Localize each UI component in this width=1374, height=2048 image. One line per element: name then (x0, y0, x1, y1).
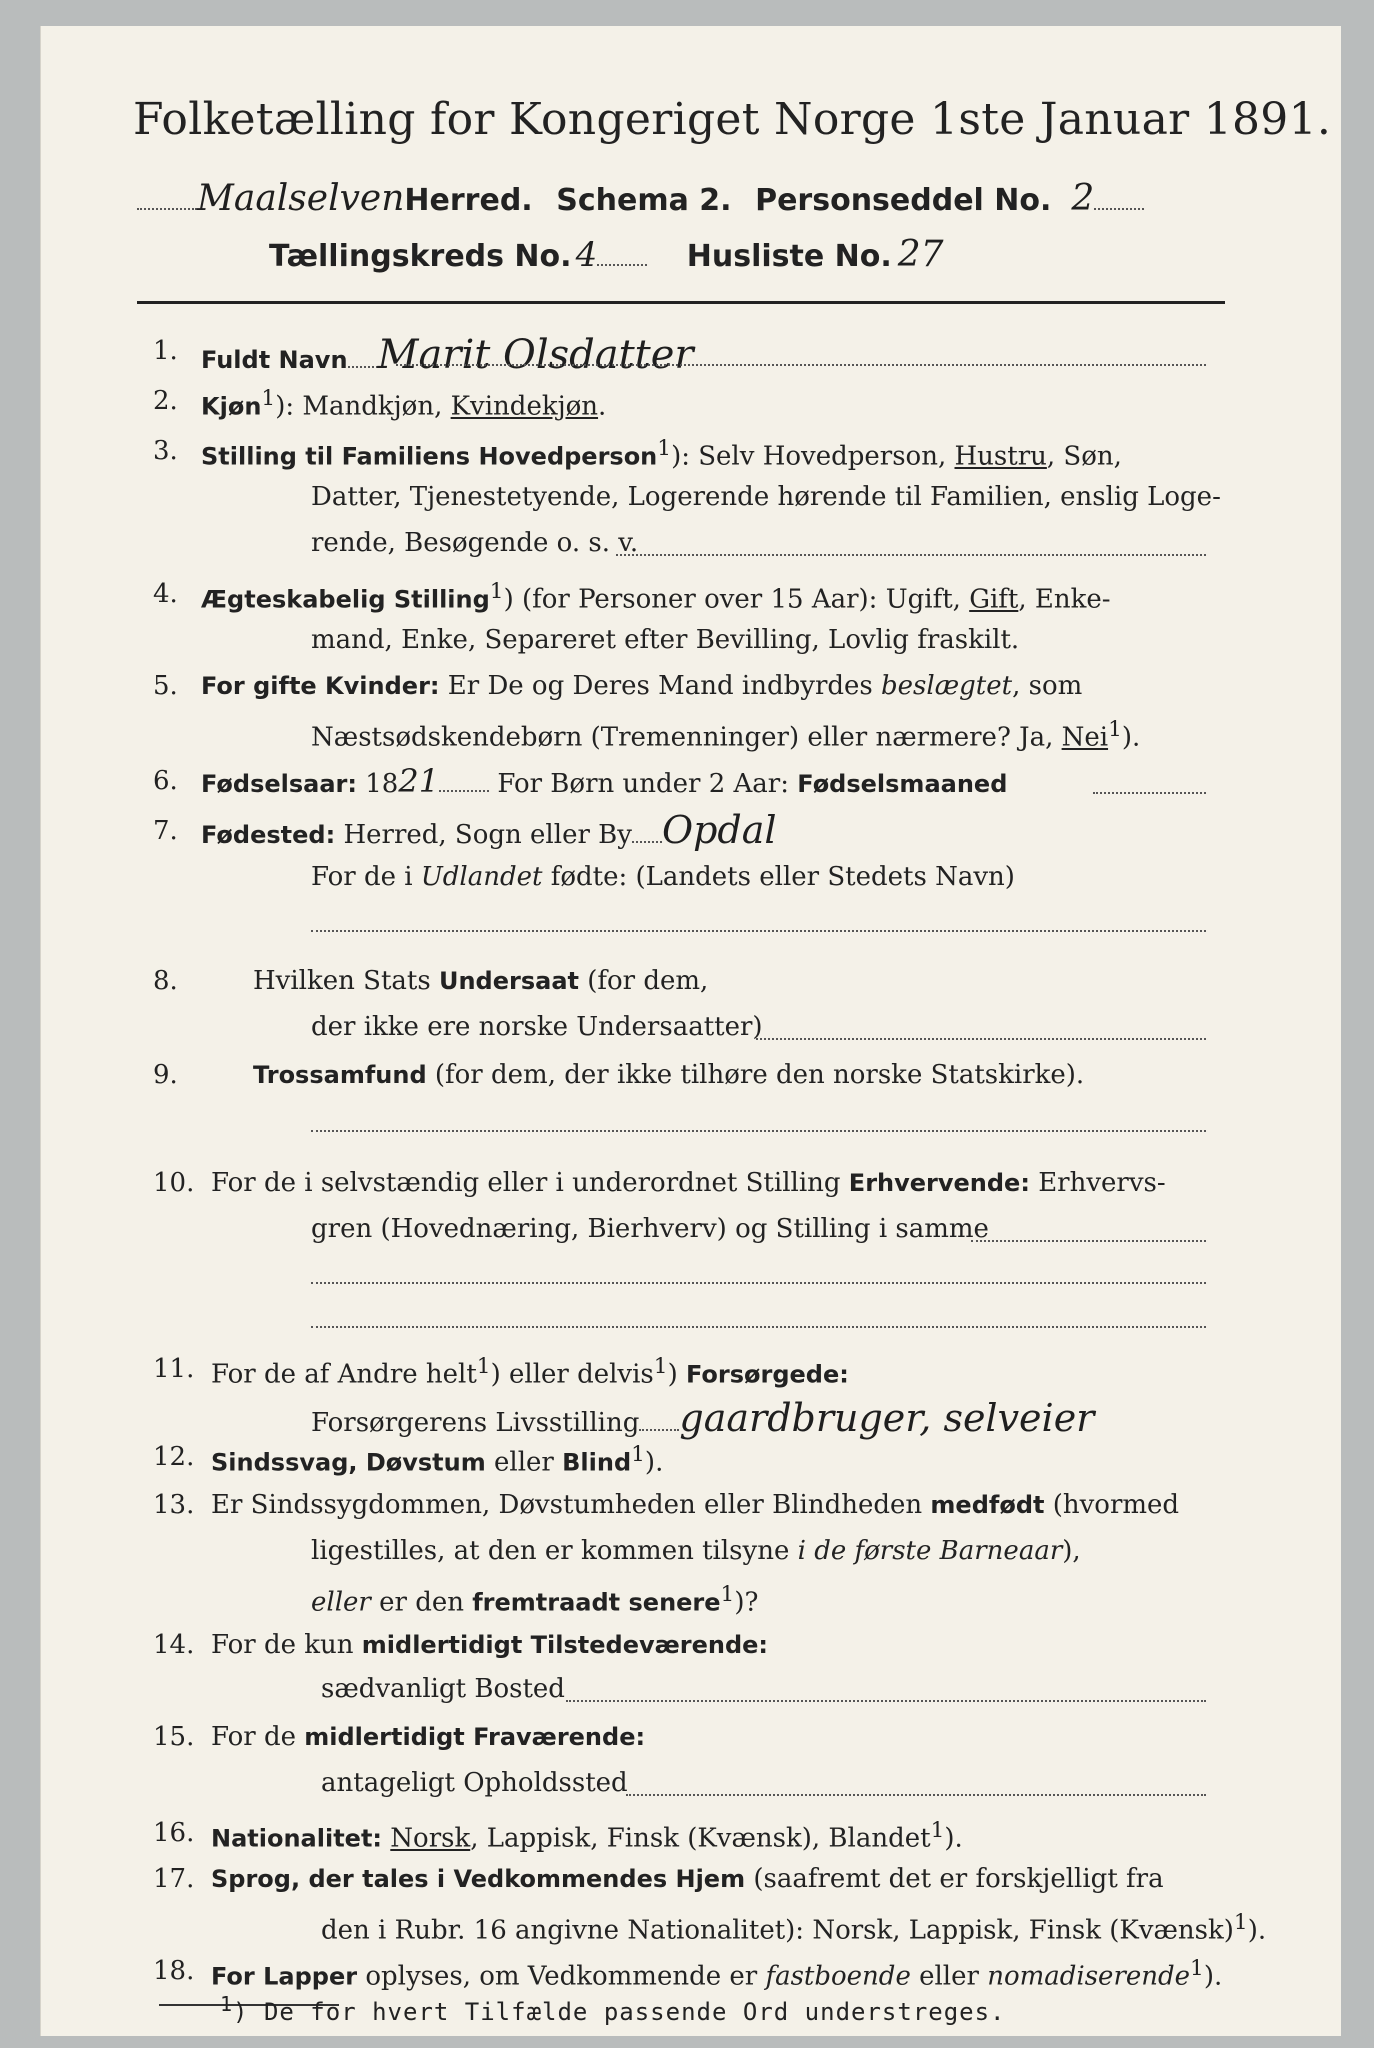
congenital-label: medfødt (930, 1491, 1045, 1519)
item-12-disability (211, 1442, 663, 1478)
text: ligestilles, at den er kommen tilsyne (311, 1536, 798, 1566)
supporter-occupation-value: gaardbruger, selveier (679, 1396, 1095, 1440)
birth-month-label: Fødselsmaaned (797, 770, 1008, 798)
header-herred-line (137, 178, 1144, 219)
item-3-line-2: Datter, Tjenestetyende, Logerende hørende til Familien, enslig Loge- (311, 482, 1221, 512)
married-women-label: For gifte Kvinder: (201, 672, 440, 700)
marital-status-selected: Gift (969, 584, 1019, 615)
occupation-label: Erhvervende: (848, 1169, 1030, 1197)
footnote-ref: 1 (1190, 1956, 1204, 1981)
text: For de (211, 1722, 305, 1752)
text-end: ). (1247, 1915, 1267, 1946)
text: For Børn under 2 Aar: (489, 769, 798, 799)
item-number: 16. (153, 1818, 195, 1848)
item-15-line-2: antageligt Opholdssted (321, 1768, 628, 1798)
family-position-label: Stilling til Familiens Hovedperson (201, 442, 658, 471)
language-label: Sprog, der tales i Vedkommendes Hjem (211, 1865, 746, 1893)
item-15-temporary-absent (211, 1722, 645, 1752)
family-position-selected: Hustru (954, 441, 1047, 472)
item-number: 1. (153, 336, 178, 366)
item-6-birth-year (201, 762, 1007, 800)
citizenship-label: Undersaat (438, 967, 579, 995)
text-italic: Udlandet (420, 862, 543, 892)
footnote-ref: 1 (631, 1442, 645, 1467)
text: (hvormed (1044, 1490, 1180, 1520)
item-13-congenital (211, 1490, 1179, 1520)
blind-label: Blind (562, 1448, 632, 1477)
footnote-ref: 1 (489, 579, 504, 604)
text: Er De og Deres Mand indbyrdes (439, 671, 882, 701)
answer-line (311, 930, 1206, 932)
answer-line (311, 1326, 1206, 1328)
item-10-occupation (211, 1168, 1166, 1198)
text: eller (485, 1447, 563, 1478)
text: Herred, Sogn eller By (335, 820, 632, 850)
text: (for dem, der ikke tilhøre den norske Statskirke). (426, 1060, 1085, 1090)
item-8-line-2: der ikke ere norske Undersaatter) (311, 1012, 763, 1042)
item-17-language (211, 1864, 1164, 1894)
personseddel-label: Personseddel No. (755, 183, 1052, 218)
religion-label: Trossamfund (253, 1061, 427, 1089)
later-onset-label: fremtraadt senere (472, 1588, 721, 1617)
item-number: 10. (153, 1168, 195, 1198)
item-number: 5. (153, 671, 178, 701)
footnote-ref: 1 (1233, 1910, 1248, 1935)
footnote-ref: 1 (261, 386, 276, 411)
disability-label: Sindssvag, Døvstum (211, 1448, 486, 1477)
item-4-marital-status (201, 579, 1111, 615)
text-end: ). (1121, 722, 1141, 753)
text: den i Rubr. 16 angivne Nationalitet): Norsk, Lappisk, Finsk (Kvænsk) (321, 1915, 1234, 1946)
item-number: 3. (153, 436, 178, 466)
personseddel-value: 2 (1071, 178, 1095, 219)
gender-selected: Kvindekjøn (450, 391, 599, 422)
footnote-text: ) De for hvert Tilfælde passende Ord understreges. (233, 1998, 1006, 2026)
text-italic: nomadiserende (987, 1961, 1191, 1992)
supporter-occupation-label: Forsørgerens Livsstilling (311, 1408, 640, 1438)
header-kreds-line (269, 234, 944, 275)
answer-line (396, 364, 1206, 366)
kreds-value: 4 (575, 235, 598, 275)
full-name-label: Fuldt Navn (201, 346, 348, 374)
birth-year-value: 21 (398, 762, 440, 800)
item-2-gender (201, 386, 606, 422)
header-rule (137, 301, 1225, 304)
text: ): Selv Hovedperson, (671, 441, 955, 472)
item-number: 11. (153, 1354, 195, 1384)
item-8-citizenship (253, 966, 708, 996)
item-number: 17. (153, 1864, 195, 1894)
text: For de i selvstændig eller i underordnet Stilling (211, 1168, 849, 1198)
text: (for dem, (578, 966, 709, 996)
item-5-married-women (201, 671, 1082, 701)
form-title: Folketælling for Kongeriget Norge 1ste Januar 1891. (133, 94, 1332, 145)
birthplace-label: Fødested: (201, 821, 336, 849)
item-number: 14. (153, 1630, 195, 1660)
text-italic: eller (311, 1587, 371, 1618)
text-end: ). (644, 1447, 664, 1478)
item-13-line-2 (311, 1536, 1081, 1566)
text-italic: fastboende (765, 1961, 911, 1992)
answer-line (971, 1240, 1206, 1242)
item-14-temporary-present (211, 1630, 768, 1660)
text: ) (667, 1359, 686, 1390)
text: Næstsødskendebørn (Tremenninger) eller nærmere? Ja, (311, 722, 1062, 753)
text: oplyses, om Vedkommende er (357, 1961, 766, 1992)
item-17-line-2 (321, 1910, 1266, 1946)
item-3-line-3: rende, Besøgende o. s. v. (311, 528, 639, 558)
text: ) eller delvis (490, 1359, 654, 1390)
item-11-line-2 (311, 1396, 1094, 1440)
item-number: 4. (153, 579, 178, 609)
husliste-label: Husliste No. (686, 239, 892, 274)
item-16-nationality (211, 1818, 963, 1854)
text: For de af Andre helt (211, 1359, 477, 1390)
text: For de kun (211, 1630, 362, 1660)
supported-label: Forsørgede: (685, 1360, 849, 1389)
item-number: 18. (153, 1956, 195, 1986)
text-end: ). (1203, 1961, 1223, 1992)
text: For de i (311, 862, 421, 892)
census-form-page (40, 26, 1341, 2036)
item-11-supported (211, 1354, 849, 1390)
item-number: 13. (153, 1490, 195, 1520)
text: er den (370, 1587, 473, 1618)
item-3-family-position (201, 436, 1122, 472)
footnote-ref: 1 (653, 1354, 668, 1379)
item-number: 2. (153, 386, 178, 416)
text-end: )? (734, 1587, 759, 1618)
text: fødte: (Landets eller Stedets Navn) (542, 862, 1015, 892)
birth-year-label: Fødselsaar: (201, 770, 357, 798)
answer-line (616, 554, 1206, 556)
text: , Enke- (1018, 584, 1111, 615)
item-4-line-2: mand, Enke, Separeret efter Bevilling, Lovlig fraskilt. (311, 625, 1020, 655)
temporary-absent-label: midlertidigt Fraværende: (304, 1723, 646, 1751)
text: Er Sindssygdommen, Døvstumheden eller Blindheden (211, 1490, 931, 1520)
footnote-ref: 1 (720, 1582, 735, 1607)
item-14-line-2: sædvanligt Bosted (321, 1674, 565, 1704)
answer-line (311, 1282, 1206, 1284)
answer-line (626, 1794, 1206, 1796)
footnote-ref: 1 (657, 436, 672, 461)
item-5-line-2 (311, 717, 1140, 753)
text: eller (910, 1961, 988, 1992)
birth-year-prefix: 18 (357, 769, 399, 799)
lapps-label: For Lapper (211, 1962, 358, 1991)
item-number: 12. (153, 1442, 195, 1472)
marital-status-label: Ægteskabelig Stilling (201, 585, 490, 614)
item-number: 9. (153, 1060, 178, 1090)
herred-label: Herred. (404, 183, 533, 218)
item-number: 15. (153, 1722, 195, 1752)
text-end: ). (944, 1823, 963, 1854)
footnote (220, 1992, 1006, 2026)
kreds-label: Tællingskreds No. (269, 239, 572, 274)
item-7-line-2 (311, 862, 1015, 892)
gender-label: Kjøn (201, 392, 262, 421)
text-italic: i de første Barneaar (797, 1536, 1063, 1566)
text: , Søn, (1046, 441, 1122, 472)
gender-options: ): Mandkjøn, (275, 391, 451, 422)
item-number: 6. (153, 766, 178, 796)
item-13-line-3 (311, 1582, 758, 1618)
temporary-present-label: midlertidigt Tilstedeværende: (361, 1631, 769, 1659)
footnote-ref: 1 (1108, 717, 1122, 742)
nationality-selected: Norsk (390, 1823, 471, 1854)
text: Hvilken Stats (253, 966, 439, 996)
text: ) (for Personer over 15 Aar): Ugift, (503, 584, 970, 615)
herred-value: Maalselven (197, 178, 405, 219)
answer-line (566, 1700, 1206, 1702)
birthplace-value: Opdal (661, 808, 777, 852)
item-9-religion (253, 1060, 1084, 1090)
related-selected: Nei (1061, 722, 1109, 753)
text: ), (1062, 1536, 1081, 1566)
item-1-full-name (201, 332, 694, 378)
schema-label: Schema 2. (556, 183, 732, 218)
text-italic: beslægtet (881, 671, 1013, 701)
footnote-ref: 1 (930, 1818, 945, 1843)
answer-line (311, 1130, 1206, 1132)
text: , som (1012, 671, 1083, 701)
item-number: 8. (153, 966, 178, 996)
item-10-line-2: gren (Hovednæring, Bierhverv) og Stilling i samme (311, 1214, 989, 1244)
text-end: . (598, 391, 607, 422)
husliste-value: 27 (897, 234, 944, 275)
item-18-lapps (211, 1956, 1222, 1992)
text: Erhvervs- (1029, 1168, 1166, 1198)
text: (saafremt det er forskjelligt fra (745, 1864, 1164, 1894)
footnote-ref: 1 (220, 1992, 234, 2016)
answer-line (756, 1038, 1206, 1040)
footnote-ref: 1 (476, 1354, 491, 1379)
text: , Lappisk, Finsk (Kvænsk), Blandet (470, 1823, 931, 1854)
answer-line (1093, 792, 1206, 794)
full-name-value: Marit Olsdatter (377, 332, 694, 378)
item-7-birthplace (201, 808, 777, 852)
nationality-label: Nationalitet: (211, 1824, 383, 1853)
item-number: 7. (153, 816, 178, 846)
